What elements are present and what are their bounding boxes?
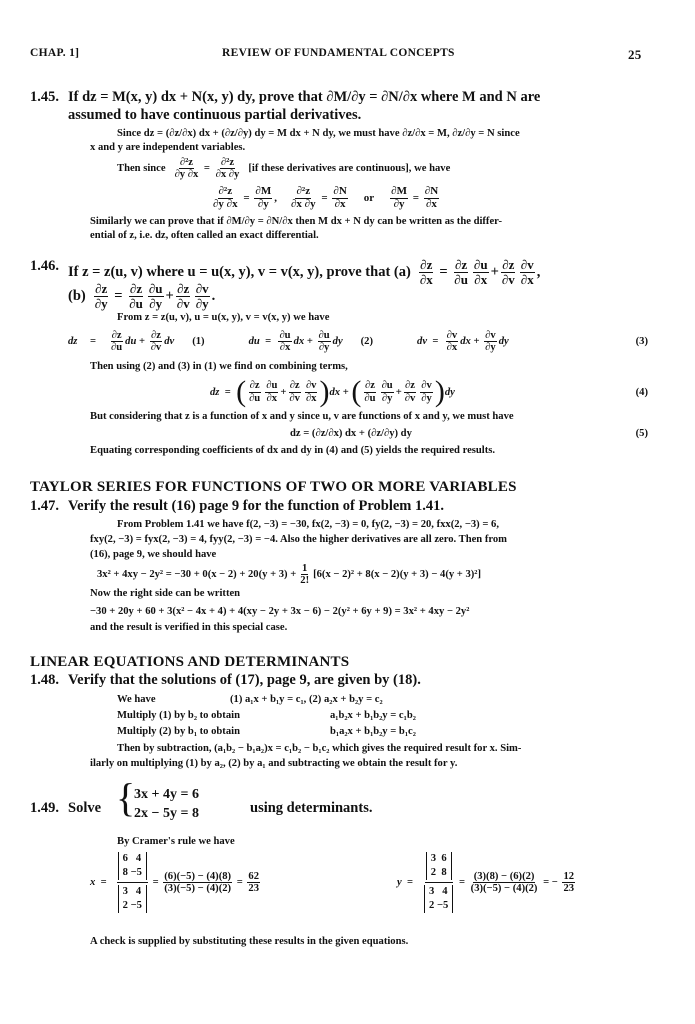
problem-1-47-number: 1.47. xyxy=(30,498,59,514)
problem-1-45-similarly-line2: ential of z, i.e. dz, often called an exact differential. xyxy=(90,230,319,241)
eq-label-4: (4) xyxy=(635,386,648,398)
problem-1-47-solution-line4: Now the right side can be written xyxy=(90,588,241,599)
multiply-1-equation: a₁b₂x + b₁b₂y = c₁b₂ xyxy=(330,710,416,721)
problem-1-46-number: 1.46. xyxy=(30,258,59,274)
problem-1-47-statement: Verify the result (16) page 9 for the function of Problem 1.41. xyxy=(68,498,445,514)
problem-1-46-statement-line1: If z = z(u, v) where u = u(x, y), v = v(x, y), prove that (a) $\frac{\partial z}{\partial x}$ = $\frac{\partial z}{\partial u}$ $\frac{\partial u}{\partial x}$ + $\frac{\partial z}{\partial v}$ $\frac{\partial v}{\partial x}$ , xyxy=(68,257,541,287)
problem-1-48-subtraction-line1: Then by subtraction, (a₁b₂ − b₁a₂)x = c₁b₂ − b₁c₂ which gives the required result for x. Sim- xyxy=(117,743,522,754)
y-numerator-expression: (3)(8) − (6)(2) xyxy=(473,870,535,882)
page-header-title: REVIEW OF FUNDAMENTAL CONCEPTS xyxy=(222,47,455,59)
problem-1-47-taylor-expansion: 3x² + 4xy − 2y² = −30 + 0(x − 2) + 20(y + 3) + $\frac{1}{2!}$ [6(x − 2)² + 8(x − 2)(y + 3) − 4(y + 3)²] xyxy=(97,563,482,587)
eq-label-1: (1) xyxy=(192,336,205,348)
system-brace: { xyxy=(116,775,136,820)
y-determinant-fraction: 3 6 2 8 3 4 2 −5 xyxy=(423,852,454,913)
multiply-1-label: Multiply (1) by b₂ to obtain xyxy=(117,710,240,721)
problem-1-46-equating-line: Equating corresponding coefficients of dx and dy in (4) and (5) yields the required results. xyxy=(90,445,496,456)
x-denominator-expression: (3)(−5) − (4)(2) xyxy=(164,883,232,894)
problem-1-46-differentials: dz = $\frac{\partial z}{\partial u}$ du + $\frac{\partial z}{\partial v}$ dv (1) du = $\frac{\partial u}{\partial x}$ dx + $\frac{\partial u}{\partial y}$ dy (2) dv = $\frac{\partial v}{\partial x}$ dx + $\frac{\partial v}{\partial y}$ dy (3) xyxy=(68,330,648,354)
solve-label: Solve xyxy=(68,800,102,816)
part-b-label: (b) xyxy=(68,287,86,304)
chapter-label: CHAP. 1] xyxy=(30,47,80,59)
taylor-expansion-left: 3x² + 4xy − 2y² = −30 + 0(x − 2) + 20(y + 3) + xyxy=(97,569,297,581)
d2z-dxdy-fraction: $\frac{\text{∂²z}}{\partial x \partial y}$ xyxy=(215,157,240,181)
problem-1-47-solution-line1: From Problem 1.41 we have f(2, −3) = −30, fx(2, −3) = 0, fy(2, −3) = 20, fxx(2, −3) = 6, xyxy=(117,519,499,530)
problem-1-47-solution-line3: (16), page 9, we should have xyxy=(90,549,217,560)
problem-1-46-using-line: Then using (2) and (3) in (1) we find on combining terms, xyxy=(90,361,348,372)
problem-1-49-number: 1.49. xyxy=(30,800,59,816)
x-numerator-expression: (6)(−5) − (4)(8) xyxy=(164,870,232,882)
using-determinants-label: using determinants. xyxy=(250,800,373,816)
y-solution: y = 3 6 2 8 3 4 2 −5 = $\frac{(3)(8) - (6)(2)}{(3)(-5) - (4)(2)}$ = − $\frac{12}{23}$ xyxy=(397,853,575,911)
problem-1-48-subtraction-line2: ilarly on multiplying (1) by a₂, (2) by a₁ and subtracting we obtain the result for y. xyxy=(90,758,458,769)
system-equation-1: 3x + 4y = 6 xyxy=(134,787,199,802)
problem-1-45-statement-line2: assumed to have continuous partial derivatives. xyxy=(68,107,362,123)
problem-1-45-statement-line1: If dz = M(x, y) dx + N(x, y) dy, prove that ∂M/∂y = ∂N/∂x where M and N are xyxy=(68,89,541,105)
x-result-denominator: 23 xyxy=(248,883,259,894)
multiply-2-label: Multiply (2) by b₁ to obtain xyxy=(117,726,240,737)
problem-1-46-from-line: From z = z(u, v), u = u(x, y), v = v(x, y) we have xyxy=(117,312,330,323)
eq-label-3: (3) xyxy=(635,336,648,348)
x-solution: x = 6 4 8 −5 3 4 2 −5 = $\frac{(6)(-5) - (4)(8)}{(3)(-5) - (4)(2)}$ = $\frac{62}{23}$ xyxy=(90,853,259,911)
section-heading-taylor-series: TAYLOR SERIES FOR FUNCTIONS OF TWO OR MORE VARIABLES xyxy=(30,479,517,495)
problem-1-46-but-line: But considering that z is a function of x and y since u, v are functions of x and y, we must have xyxy=(90,411,514,422)
x-result-numerator: 62 xyxy=(248,870,259,882)
eq-label-2: (2) xyxy=(360,336,374,348)
problem-1-45-solution-line2: x and y are independent variables. xyxy=(90,142,246,153)
eq-label-5: (5) xyxy=(635,428,648,439)
cramers-rule-line: By Cramer's rule we have xyxy=(117,836,235,847)
problem-1-46-statement-text: If z = z(u, v) where u = u(x, y), v = v(x, y), prove that (a) xyxy=(68,263,411,280)
problem-1-46-part-b: (b) $\frac{\partial z}{\partial y}$ = $\frac{\partial z}{\partial u}$ $\frac{\partial u}{\partial y}$ + $\frac{\partial z}{\partial v}$ $\frac{\partial v}{\partial y}$ . xyxy=(68,281,216,311)
problem-1-45-solution-line1: Since dz = (∂z/∂x) dx + (∂z/∂y) dy = M dx + N dy, we must have ∂z/∂x = M, ∂z/∂y = N since xyxy=(117,128,520,139)
then-since-label: Then since xyxy=(117,163,166,175)
problem-1-47-expanded-equation: −30 + 20y + 60 + 3(x² − 4x + 4) + 4(xy − 2y + 3x − 6) − 2(y² + 6y + 9) = 3x² + 4xy − 2y² xyxy=(90,606,470,617)
section-heading-linear-equations: LINEAR EQUATIONS AND DETERMINANTS xyxy=(30,654,350,670)
or-label: or xyxy=(363,192,375,205)
y-result-denominator: 23 xyxy=(563,883,575,894)
we-have-label: We have xyxy=(117,694,156,705)
problem-1-47-solution-line5: and the result is verified in this special case. xyxy=(90,622,288,633)
problem-1-49-check-line: A check is supplied by substituting these results in the given equations. xyxy=(90,936,409,947)
multiply-2-equation: b₁a₂x + b₁b₂y = b₁c₂ xyxy=(330,726,416,737)
d2z-dydx-fraction: $\frac{\text{∂²z}}{\partial y \partial x}$ xyxy=(174,157,199,181)
problem-1-45-mixed-partials: Then since $\frac{\text{∂²z}}{\partial y \partial x}$ = $\frac{\text{∂²z}}{\partial x \partial y}$ [if these derivatives are continuous], we have xyxy=(117,157,451,181)
y-denominator-expression: (3)(−5) − (4)(2) xyxy=(470,883,538,894)
y-result-numerator: 12 xyxy=(563,870,575,882)
system-equation-2: 2x − 5y = 8 xyxy=(134,806,199,821)
x-determinant-fraction: 6 4 8 −5 3 4 2 −5 xyxy=(117,852,148,913)
dz-total-differential: dz = (∂z/∂x) dx + (∂z/∂y) dy xyxy=(290,428,412,439)
continuity-condition: [if these derivatives are continuous], we have xyxy=(248,163,451,175)
problem-1-47-solution-line2: fxy(2, −3) = fyx(2, −3) = 4, fyy(2, −3) = −4. Also the higher derivatives are all zero. Then from xyxy=(90,534,508,545)
problem-1-48-number: 1.48. xyxy=(30,672,59,688)
problem-1-45-result-equations: $\frac{\text{∂²z}}{\partial y \partial x}$ = $\frac{\partial M}{\partial y}$ , $\frac{\text{∂²z}}{\partial x \partial y}$ = $\frac{\partial N}{\partial x}$ or $\frac{\partial M}{\partial y}$ = $\frac{\partial N}{\partial x}$ xyxy=(213,185,439,210)
problem-1-46-combined-equation: dz = ( $\frac{\partial z}{\partial u}$ $\frac{\partial u}{\partial x}$ + $\frac{\partial z}{\partial v}$ $\frac{\partial v}{\partial x}$ ) dx + ( $\frac{\partial z}{\partial u}$ $\frac{\partial u}{\partial y}$ + $\frac{\partial z}{\partial v}$ $\frac{\partial v}{\partial y}$ ) dy (4) xyxy=(210,375,648,408)
problem-1-45-similarly-line1: Similarly we can prove that if ∂M/∂y = ∂N/∂x then M dx + N dy can be written as the differ- xyxy=(90,216,502,227)
problem-1-48-statement: Verify that the solutions of (17), page 9, are given by (18). xyxy=(68,672,421,688)
problem-1-45-number: 1.45. xyxy=(30,89,59,105)
taylor-expansion-right: [6(x − 2)² + 8(x − 2)(y + 3) − 4(y + 3)²] xyxy=(313,569,482,581)
page-number: 25 xyxy=(628,47,642,62)
problem-1-48-equations: (1) a₁x + b₁y = c₁, (2) a₂x + b₂y = c₂ xyxy=(230,694,383,705)
